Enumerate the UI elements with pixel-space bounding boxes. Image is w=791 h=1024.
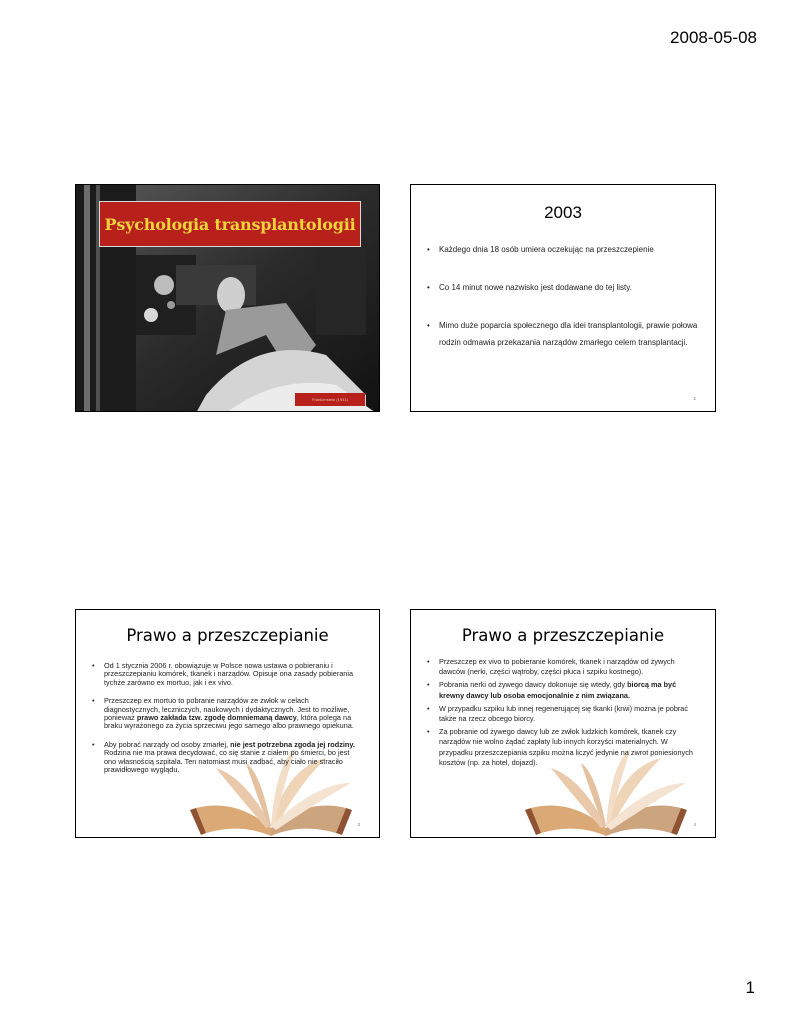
page-number: 1 xyxy=(745,978,755,997)
page-date: 2008-05-08 xyxy=(670,28,757,47)
bullet-bold-text: prawo zakłada tzw. zgodę domniemaną dawcy xyxy=(136,713,297,723)
slide-number: 2 xyxy=(693,396,696,401)
photo-caption: Frankenstein (1931) xyxy=(295,393,365,406)
list-item xyxy=(427,680,699,700)
slide-2 xyxy=(410,184,716,412)
slide-title: Prawo a przeszczepianie xyxy=(461,626,665,645)
title-banner xyxy=(99,201,361,247)
bullet-list xyxy=(92,662,363,784)
slide-4 xyxy=(410,609,716,838)
list-item xyxy=(92,662,363,687)
list-item: • Mimo duże poparcia społecznego dla idei transplantologii, prawie połowa rodzin odmawia przekazania narządów zmarłego celem transplantacji. xyxy=(427,317,701,351)
bullet-list xyxy=(427,241,701,372)
bullet-text: Przeszczep ex vivo to pobieranie komórek, tkanek i narządów od żywych dawców (nerki, części wątroby, części płuca i szpiku kostnego). xyxy=(439,657,675,677)
bullet-text: W przypadku szpiku lub innej regenerującej się tkanki (krwi) można je pobrać także na rzecz obcego biorcy. xyxy=(439,703,689,724)
list-item: • Każdego dnia 18 osób umiera oczekując na przeszczepienie xyxy=(427,241,701,258)
list-item: • Co 14 minut nowe nazwisko jest dodawane do tej listy. xyxy=(427,279,701,296)
bullet-text: Przeszczep ex mortuo to pobranie narządów ze zwłok w celach diagnostycznych, leczniczych, naukowych i dydaktycznych. Jest to możliwe, ponieważ xyxy=(104,696,350,723)
slide-title: Psychologia transplantologii xyxy=(104,214,356,234)
bullet-text: Pobrania nerki od żywego dawcy dokonuje się wtedy, gdy xyxy=(439,680,628,690)
bullet-text: Rodzina nie ma prawa decydować, co się stanie z ciałem po śmierci, bo jest ono własnością szpitala. Ten natomiast musi zadbać, aby ciało nie straciło prawidłowego wyglądu. xyxy=(104,748,350,775)
bullet-text: , która polega na braku wyrażonego za życia sprzeciwu jego samego albo prawnego opiekuna. xyxy=(104,713,354,731)
list-item xyxy=(427,704,699,724)
list-item xyxy=(427,657,699,677)
bullet-text: Od 1 stycznia 2006 r. obowiązuje w Polsce nowa ustawa o pobieraniu i przeszczepianiu komórek, tkanek i narządów. Opisuje ona zasady pobierania tychże zarówno ex mortuo, jak i ex vivo. xyxy=(104,661,354,687)
bullet-bold-text: biorcą ma być krewny dawcy lub osoba emocjonalnie z nim związana. xyxy=(439,680,677,700)
bullet-list xyxy=(427,657,699,771)
slide-number: 4 xyxy=(693,822,696,827)
list-item xyxy=(427,727,699,768)
list-item xyxy=(92,741,363,775)
slide-title: 2003 xyxy=(544,203,582,222)
slide-1 xyxy=(75,184,380,412)
slide-number: 3 xyxy=(357,822,360,827)
bullet-text: Aby pobrać narządy od osoby zmarłej, xyxy=(104,739,231,749)
bullet-bold-text: nie jest potrzebna zgoda jej rodziny. xyxy=(230,739,355,749)
slide-title: Prawo a przeszczepianie xyxy=(126,626,329,645)
bullet-text: Za pobranie od żywego dawcy lub ze zwłok ludzkich komórek, tkanek czy narządów nie wolno żądać zapłaty lub innych korzyści materialnych. W przypadku przeszczepiania szpiku można liczyć jedynie na zwrot poniesionych kosztów (np. za hotel, dojazd). xyxy=(439,727,693,767)
list-item xyxy=(92,697,363,731)
slide-3 xyxy=(75,609,380,838)
